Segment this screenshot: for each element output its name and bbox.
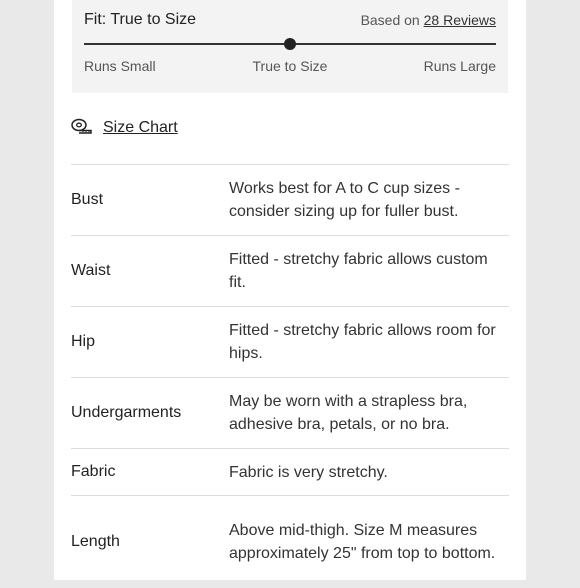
product-fit-panel bbox=[54, 0, 526, 580]
runs-small-label: Runs Small bbox=[84, 58, 156, 74]
measuring-tape-icon bbox=[71, 118, 93, 139]
row-label: Undergarments bbox=[71, 404, 182, 421]
row-label: Fabric bbox=[71, 463, 116, 480]
row-label: Length bbox=[71, 533, 120, 550]
true-to-size-label: True to Size bbox=[252, 58, 328, 74]
row-value: Fitted - stretchy fabric allows room for hips. bbox=[229, 322, 496, 362]
based-on-text: Based on bbox=[360, 12, 420, 28]
table-row bbox=[71, 164, 509, 235]
row-value: Fabric is very stretchy. bbox=[229, 463, 388, 481]
fit-slider-thumb bbox=[284, 38, 296, 50]
row-label: Hip bbox=[71, 333, 96, 350]
fit-reviews bbox=[361, 12, 496, 28]
table-row bbox=[71, 448, 509, 495]
table-row bbox=[71, 495, 509, 588]
row-value: Works best for A to C cup sizes - consider sizing up for fuller bust. bbox=[229, 180, 460, 220]
table-row bbox=[71, 377, 509, 448]
table-row bbox=[71, 306, 509, 377]
row-label: Waist bbox=[71, 262, 111, 279]
fit-details-table bbox=[71, 164, 509, 588]
fit-title: Fit: True to Size bbox=[84, 11, 197, 28]
reviews-link[interactable]: 28 Reviews bbox=[423, 12, 496, 28]
runs-large-label: Runs Large bbox=[423, 58, 496, 74]
row-label: Bust bbox=[71, 191, 104, 208]
fit-summary bbox=[72, 0, 508, 93]
table-row bbox=[71, 235, 509, 306]
row-value: Above mid-thigh. Size M measures approximately 25" from top to bottom. bbox=[229, 522, 496, 562]
size-chart-label: Size Chart bbox=[103, 119, 178, 136]
size-chart-link[interactable] bbox=[71, 117, 178, 139]
row-value: May be worn with a strapless bra, adhesive bra, petals, or no bra. bbox=[229, 393, 468, 433]
row-value: Fitted - stretchy fabric allows custom fit. bbox=[229, 251, 488, 291]
